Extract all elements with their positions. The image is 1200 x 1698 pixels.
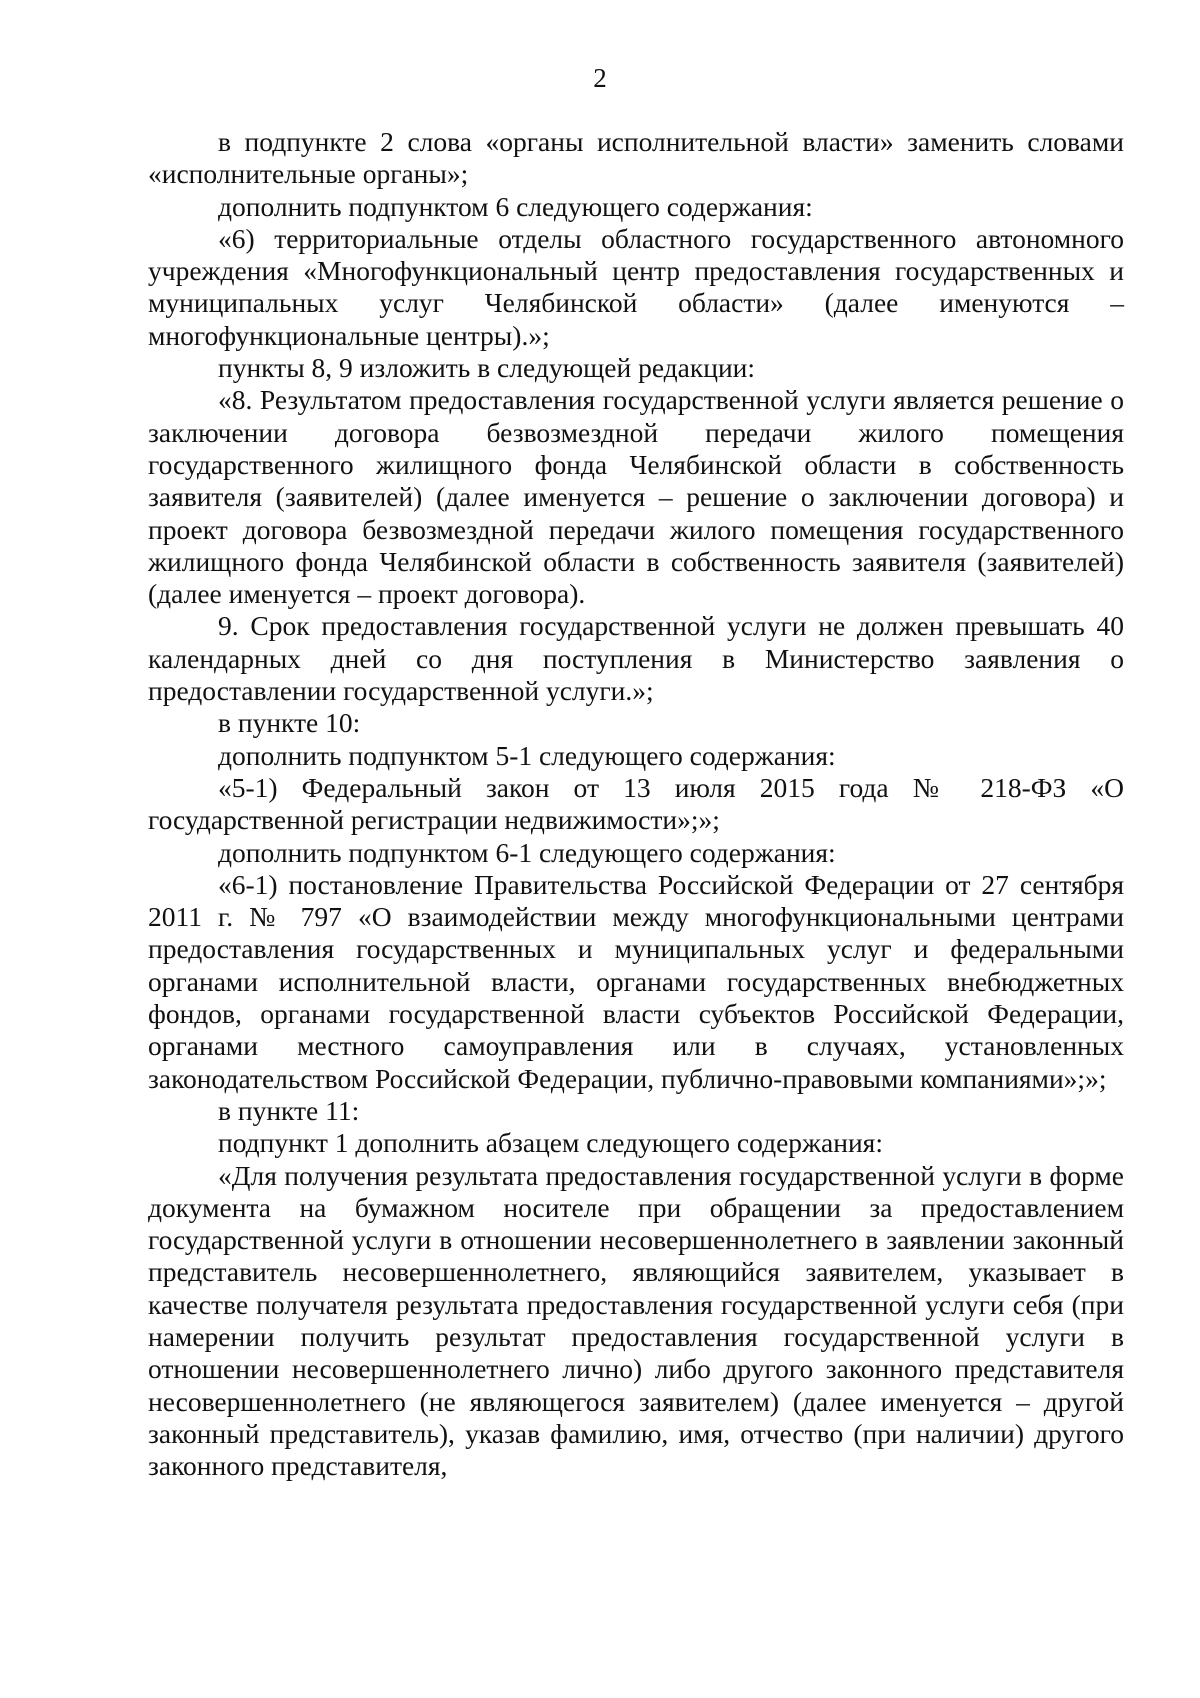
paragraph-3: «6) территориальные отделы областного государственного автономного учреждения «Многофункциональный центр предоставления государственных и муниципальных услуг Челябинской области» (далее именуются – многофункциональные центры).»; — [148, 222, 1124, 351]
paragraph-10: дополнить подпунктом 6-1 следующего содержания: — [218, 836, 836, 868]
paragraph-13: подпункт 1 дополнить абзацем следующего содержания: — [218, 1127, 883, 1159]
paragraph-14: «Для получения результата предоставления государственной услуги в форме документа на бумажном носителе при обращении за предоставлением государственной услуги в отношении несовершеннолетнего в заявлении законный представитель несовершеннолетнего, являющийся заявителем, указывает в качестве получателя результата предоставления государственной услуги себя (при намерении получить результат предоставления государственной услуги в отношении несовершеннолетнего лично) либо другого законного представителя несовершеннолетнего (не являющегося заявителем) (далее именуется – другой законный представитель), указав фамилию, имя, отчество (при наличии) другого законного представителя, — [148, 1159, 1124, 1482]
paragraph-12: в пункте 11: — [218, 1094, 360, 1126]
paragraph-6: 9. Срок предоставления государственной услуги не должен превышать 40 календарных дней со дня поступления в Министерство заявления о предоставлении государственной услуги.»; — [148, 610, 1124, 707]
paragraph-7: в пункте 10: — [218, 707, 361, 739]
paragraph-5: «8. Результатом предоставления государственной услуги является решение о заключении договора безвозмездной передачи жилого помещения государственного жилищного фонда Челябинской области в собственность заявителя (заявителей) (далее именуется – решение о заключении договора) и проект договора безвозмездной передачи жилого помещения государственного жилищного фонда Челябинской области в собственность заявителя (заявителей) (далее именуется – проект договора). — [148, 384, 1124, 610]
paragraph-2: дополнить подпунктом 6 следующего содержания: — [218, 190, 813, 222]
paragraph-4: пункты 8, 9 изложить в следующей редакции: — [218, 352, 756, 384]
paragraph-11: «6-1) постановление Правительства Российской Федерации от 27 сентября 2011 г. № 797 «О взаимодействии между многофункциональными центрами предоставления государственных и муниципальных услуг и федеральными органами исполнительной власти, органами государственных внебюджетных фондов, органами государственной власти субъектов Российской Федерации, органами местного самоуправления или в случаях, установленных законодательством Российской Федерации, публично-правовыми компаниями»;»; — [148, 868, 1124, 1094]
document-body — [148, 126, 1124, 1482]
paragraph-8: дополнить подпунктом 5-1 следующего содержания: — [218, 739, 836, 771]
paragraph-9: «5-1) Федеральный закон от 13 июля 2015 года № 218-ФЗ «О государственной регистрации недвижимости»;»; — [148, 771, 1124, 836]
paragraph-1: в подпункте 2 слова «органы исполнительной власти» заменить словами «исполнительные органы»; — [148, 126, 1124, 190]
page-number: 2 — [593, 63, 607, 93]
